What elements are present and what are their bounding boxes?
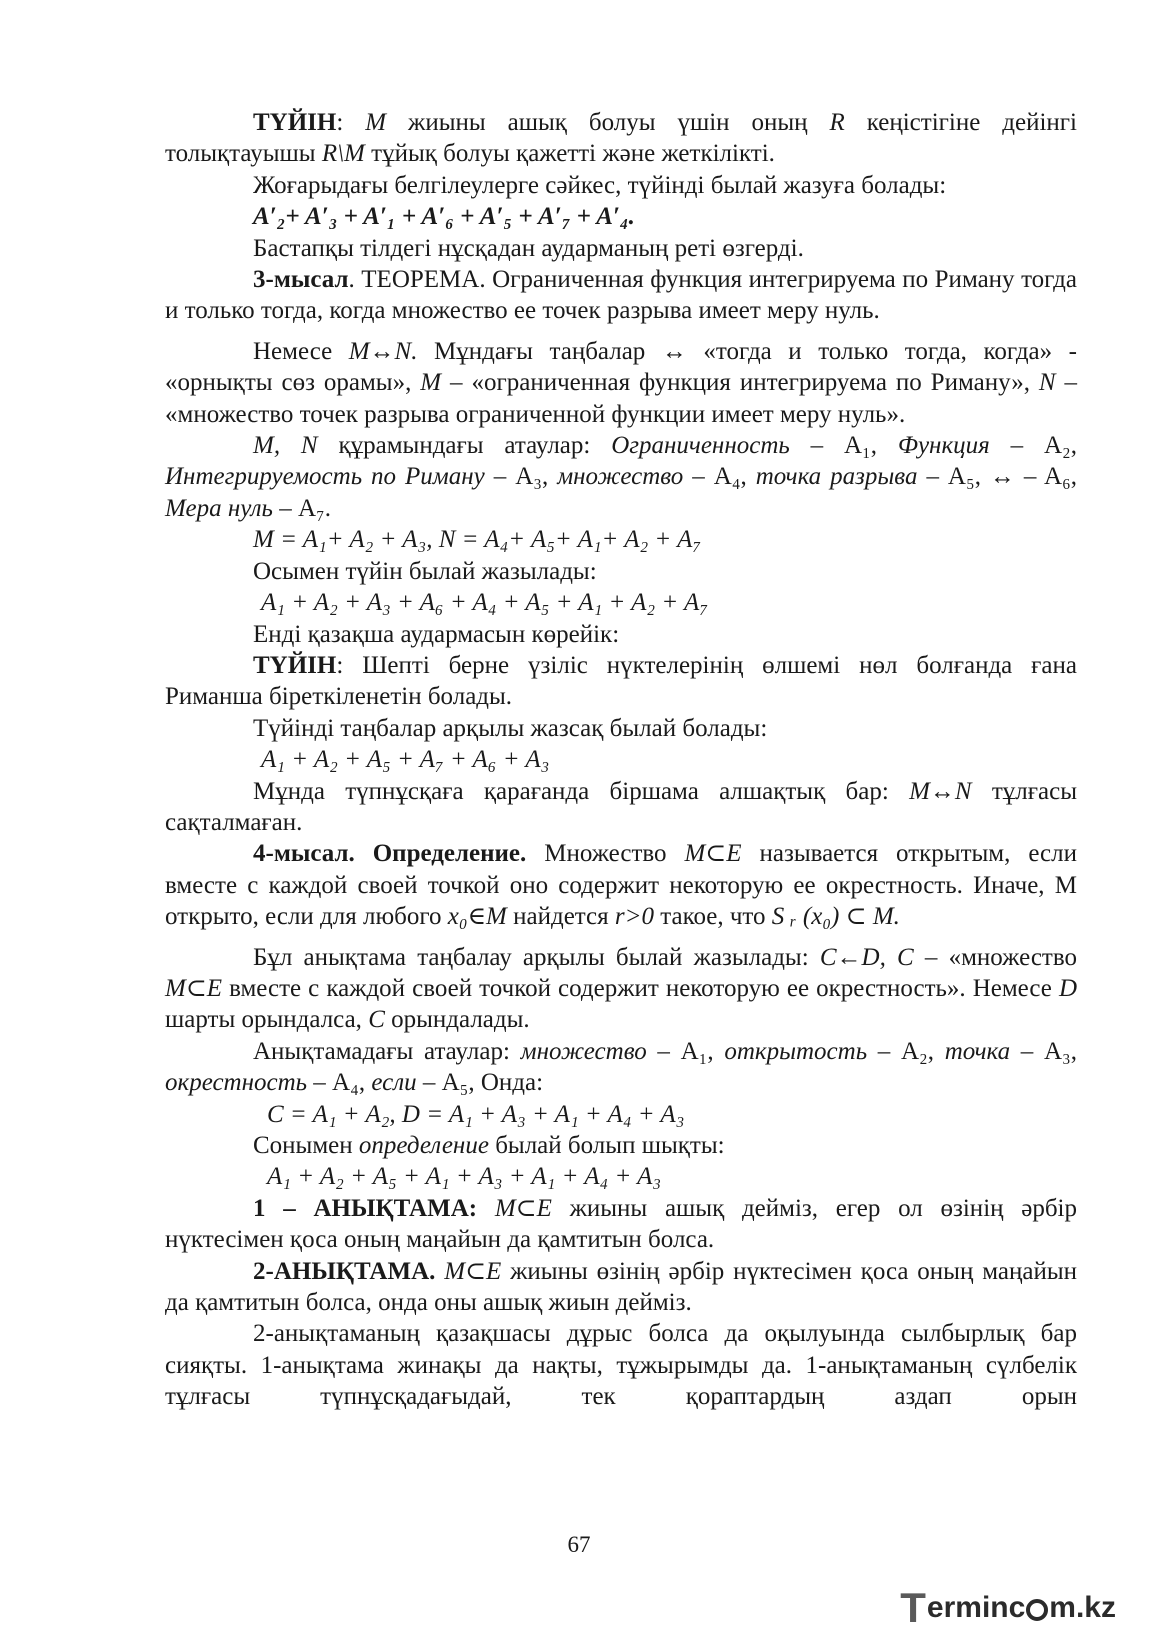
formula-4-text: A₁ + A₂ + A₅ + A₇ + A₆ + A₃ xyxy=(261,746,550,774)
text: называется открытым, если вместе с каждой своей точкой оно содержит некоторую ее окрестность. Иначе, М открыто, если для любого xyxy=(165,840,1078,931)
text: құрамындағы атаулар: xyxy=(317,432,612,460)
text: – A₃, xyxy=(1010,1037,1077,1065)
var-cd: C←D, C xyxy=(819,943,914,971)
text: жиыны өзінің әрбір нүктесімен қоса оның маңайын да қамтитын болса, онда оны ашық жиын дейміз. xyxy=(165,1257,1077,1317)
var-me: M⊂E xyxy=(165,974,223,1002)
text: – A₇. xyxy=(272,494,331,522)
paragraph-example-3 xyxy=(165,264,1077,327)
paragraph-comparison: 2-анықтаманың қазақшасы дұрыс болса да оқылуында сылбырлық бар сияқты. 1-анықтама жинақы да нақты, тұжырымды да. 1-анықтаманың сүлбелік тұлғасы түпнұсқадағыдай, тек қораптардың аздап орын xyxy=(165,1320,1077,1411)
paragraph-definition-signs xyxy=(165,942,1077,1036)
paragraph-order: Бастапқы тілдегі нұсқадан аударманың реті өзгерді. xyxy=(253,234,804,262)
text: Множество xyxy=(526,840,685,868)
term: Мера нуль xyxy=(165,494,273,522)
text: тұлғасы сақталмаған. xyxy=(165,777,1077,836)
term: если xyxy=(371,1069,417,1097)
var-rm: R\M xyxy=(321,140,365,168)
text: Мұндағы таңбалар ↔ «тогда и только тогда, когда» - «орнықты сөз орамы», xyxy=(165,337,1077,397)
page-content xyxy=(165,107,1077,1413)
paragraph-signs: Түйінді таңбалар арқылы жазсақ былай болады: xyxy=(253,714,768,742)
formula-6 xyxy=(165,1161,1077,1192)
text: – A₄, xyxy=(307,1069,372,1097)
term: Ограниченность xyxy=(611,432,790,460)
formula-3-text: A₁ + A₂ + A₃ + A₆ + A₄ + A₅ + A₁ + A₂ + A₇ xyxy=(261,589,709,617)
var-mn: M↔N. xyxy=(348,337,418,365)
var-me: M⊂E xyxy=(444,1257,502,1285)
text: – «ограниченная функция интегрируема по Риману», xyxy=(441,369,1039,397)
formula-1 xyxy=(165,201,1077,232)
var-me: M⊂E xyxy=(494,1194,552,1222)
var-c: C xyxy=(368,1006,385,1034)
text: : Шепті берне үзіліс нүктелерінің өлшемі нөл болғанда ғана Риманша біреткіленетін болады. xyxy=(165,651,1077,711)
term: открытость xyxy=(724,1037,868,1065)
logo-text: c xyxy=(1008,1591,1026,1624)
formula-6-text: A₁ + A₂ + A₅ + A₁ + A₃ + A₁ + A₄ + A₃ xyxy=(267,1163,662,1191)
var-m: M xyxy=(365,109,387,136)
text: – A₄, xyxy=(683,463,756,491)
text: – A₃, xyxy=(484,463,558,491)
paragraph-definition-1 xyxy=(165,1193,1077,1256)
term: определение xyxy=(358,1132,489,1159)
label-conclusion: ТҮЙІН xyxy=(253,651,337,679)
text: Бұл анықтама таңбалау арқылы былай жазылады: xyxy=(253,943,820,971)
text: – «множество точек разрыва ограниченной функции имеет меру нуль». xyxy=(165,369,1077,428)
var-mn: M, N xyxy=(253,432,318,460)
term: точка xyxy=(944,1037,1011,1065)
paragraph-definition-terms xyxy=(165,1036,1077,1099)
label-example-4: 4-мысал. Определение. xyxy=(253,840,527,868)
text: – A₁, xyxy=(789,432,898,460)
var-d: D xyxy=(1058,974,1077,1002)
text: – A₂, xyxy=(867,1037,945,1065)
term: множество xyxy=(520,1037,647,1065)
paragraph-example-4 xyxy=(165,838,1077,932)
text: Анықтамадағы атаулар: xyxy=(253,1037,521,1065)
term: Функция xyxy=(897,432,990,460)
formula-1-text: A′₂+ A′₃ + A′₁ + A′₆ + A′₅ + A′₇ + A′₄. xyxy=(253,203,635,231)
formula-5 xyxy=(165,1099,1077,1130)
text: такое, что xyxy=(654,903,772,931)
logo-letter: T xyxy=(900,1584,926,1631)
paragraph-conclusion-2 xyxy=(165,650,1077,713)
text: – A₂, xyxy=(989,432,1078,460)
text: : xyxy=(336,109,366,136)
formula-2 xyxy=(165,524,1077,555)
text: . ТЕОРЕМА. Ограниченная функция интегрируема по Риману тогда и только тогда, когда множество ее точек разрыва имеет меру нуль. xyxy=(165,266,1077,325)
var-s: S ᵣ (x₀) ⊂ M. xyxy=(771,903,900,931)
paragraph-result xyxy=(165,1130,1077,1161)
var-mn: M↔N xyxy=(909,777,972,805)
text: орындалады. xyxy=(384,1006,530,1034)
logo-ring-icon xyxy=(1026,1599,1048,1621)
watermark-logo xyxy=(900,1584,1116,1632)
var-r: r>0 xyxy=(614,903,654,931)
paragraph-terms xyxy=(165,430,1077,524)
label-conclusion: ТҮЙІН xyxy=(253,109,337,136)
var-n: N xyxy=(1038,369,1056,397)
formula-4 xyxy=(165,744,1077,775)
text: Сонымен xyxy=(253,1132,359,1159)
logo-text: ermin xyxy=(926,1591,1009,1624)
term: точка разрыва xyxy=(755,463,918,491)
text: Мұнда түпнұсқаға қарағанда біршама алшақтық бар: xyxy=(253,777,910,805)
text xyxy=(435,1258,444,1285)
text: былай болып шықты: xyxy=(488,1132,725,1159)
paragraph-written: Осымен түйін былай жазылады: xyxy=(253,557,597,585)
text: жиыны ашық дейміз, егер ол өзінің әрбір нүктесімен қоса оның маңайын да қамтитын болса. xyxy=(165,1194,1077,1254)
paragraph-notation: Жоғарыдағы белгілеулерге сәйкес, түйінді былай жазуға болады: xyxy=(253,171,947,199)
term: Интегрируемость по Риману xyxy=(165,463,485,491)
paragraph-definition-2 xyxy=(165,1256,1077,1319)
paragraph-conclusion-1 xyxy=(165,107,1077,170)
paragraph-kazakh: Енді қазақша аудармасын көрейік: xyxy=(253,620,620,648)
text: Немесе xyxy=(253,337,349,365)
var-m: M xyxy=(420,369,442,397)
paragraph-difference xyxy=(165,776,1077,839)
label-definition-1: 1 – АНЫҚТАМА: xyxy=(253,1194,478,1222)
text: жиыны ашық болуы үшін оның xyxy=(386,109,830,136)
var-r: R xyxy=(829,109,845,136)
text: – A₅, Онда: xyxy=(416,1069,544,1097)
text: вместе с каждой своей точкой содержит некоторую ее окрестность». Немесе xyxy=(222,974,1059,1002)
text xyxy=(477,1195,495,1222)
term: окрестность xyxy=(165,1069,308,1097)
term: множество xyxy=(557,463,684,491)
text: найдется xyxy=(506,903,615,931)
text: – A₅, ↔ – A₆, xyxy=(917,463,1077,491)
page-number: 67 xyxy=(567,1532,591,1557)
text: тұйық болуы қажетті және жеткілікті. xyxy=(364,140,775,168)
var-x0: x₀∈M xyxy=(447,903,507,931)
formula-5-text: C = A₁ + A₂, D = A₁ + A₃ + A₁ + A₄ + A₃ xyxy=(267,1100,685,1128)
formula-2-text: M = A₁+ A₂ + A₃, N = A₄+ A₅+ A₁+ A₂ + A₇ xyxy=(253,526,702,554)
text: шарты орындалса, xyxy=(165,1006,369,1034)
label-example-3: 3-мысал xyxy=(253,266,349,294)
formula-3 xyxy=(165,587,1077,618)
text: – A₁, xyxy=(646,1037,725,1065)
text: – «множество xyxy=(913,943,1077,971)
var-me: M⊂E xyxy=(684,840,742,868)
paragraph-or xyxy=(165,336,1077,430)
text: кеңістігіне дейінгі толықтауышы xyxy=(165,109,1077,168)
logo-text: m.kz xyxy=(1049,1591,1116,1624)
label-definition-2: 2-АНЫҚТАМА. xyxy=(253,1257,436,1285)
